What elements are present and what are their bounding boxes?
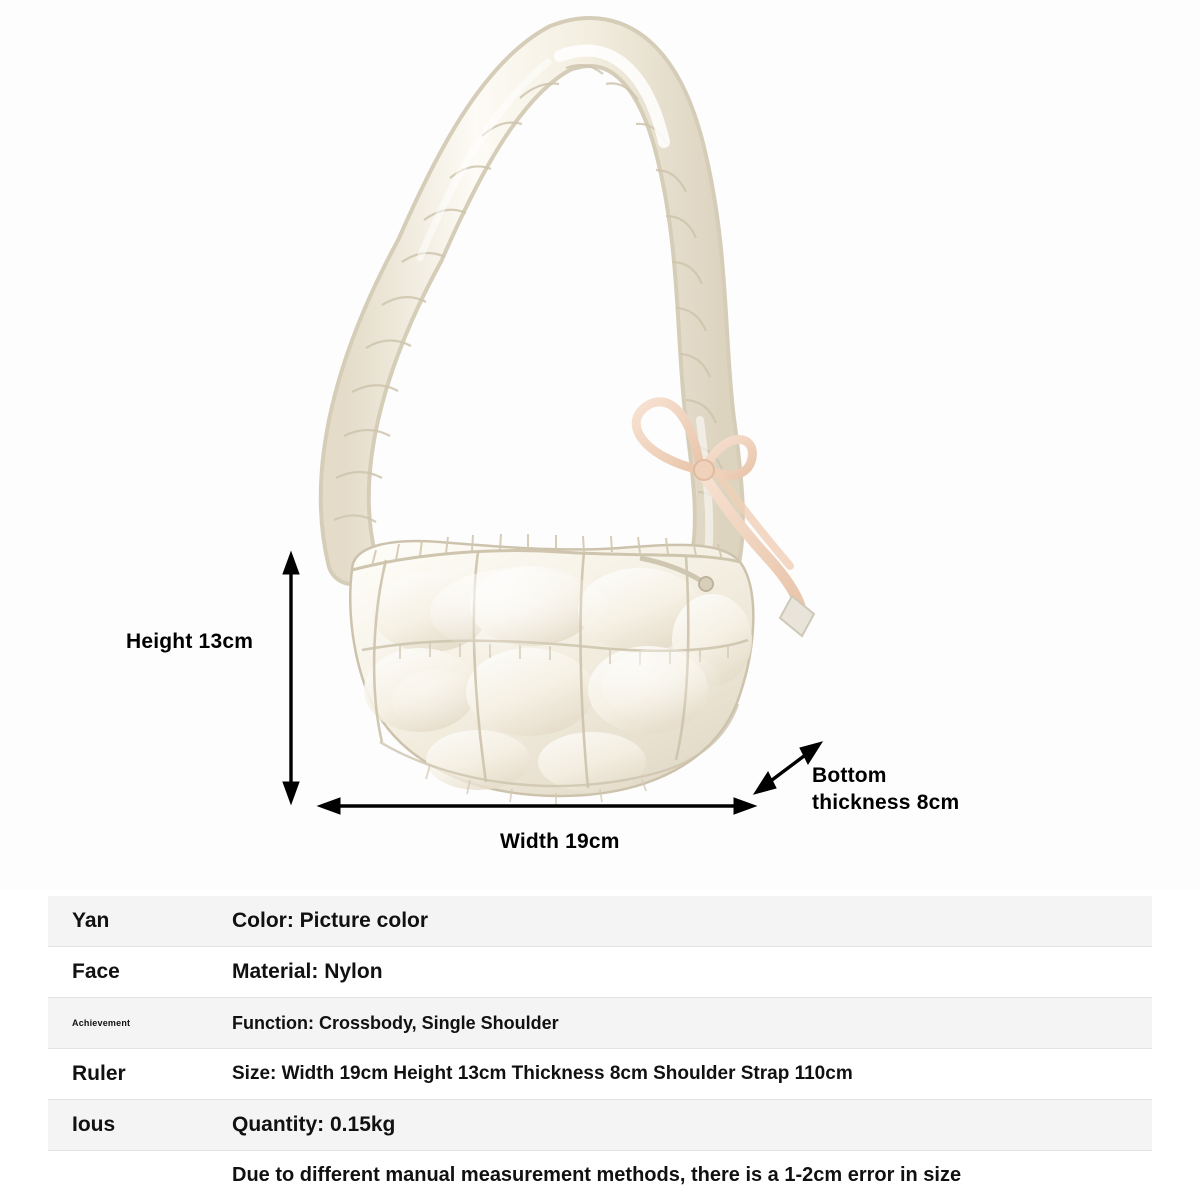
table-row xyxy=(48,896,1152,947)
measurement-footnote: Due to different manual measurement methods, there is a 1-2cm error in size xyxy=(210,1151,1152,1200)
height-dimension-label: Height 13cm xyxy=(126,630,254,653)
spec-value: Size: Width 19cm Height 13cm Thickness 8cm Shoulder Strap 110cm xyxy=(210,1049,1152,1100)
bottom-thickness-line2: thickness 8cm xyxy=(812,790,960,814)
spec-value: Color: Picture color xyxy=(210,896,1152,947)
specification-table xyxy=(48,896,1152,1200)
spec-key: Face xyxy=(48,947,210,998)
spec-key: Achievement xyxy=(48,998,210,1049)
bottom-thickness-dimension-label xyxy=(812,763,992,817)
bag-strap xyxy=(334,42,726,560)
spec-value: Function: Crossbody, Single Shoulder xyxy=(210,998,1152,1049)
spec-key: Ruler xyxy=(48,1049,210,1100)
table-row xyxy=(48,1049,1152,1100)
table-row xyxy=(48,1100,1152,1151)
spec-key: Ious xyxy=(48,1100,210,1151)
table-row-footnote xyxy=(48,1151,1152,1200)
spec-value: Quantity: 0.15kg xyxy=(210,1100,1152,1151)
spec-value: Material: Nylon xyxy=(210,947,1152,998)
width-dimension-label: Width 19cm xyxy=(500,830,620,853)
table-row xyxy=(48,947,1152,998)
spacer-cell xyxy=(48,1151,210,1200)
table-row xyxy=(48,998,1152,1049)
bottom-thickness-line1: Bottom xyxy=(812,764,887,787)
spec-key: Yan xyxy=(48,896,210,947)
